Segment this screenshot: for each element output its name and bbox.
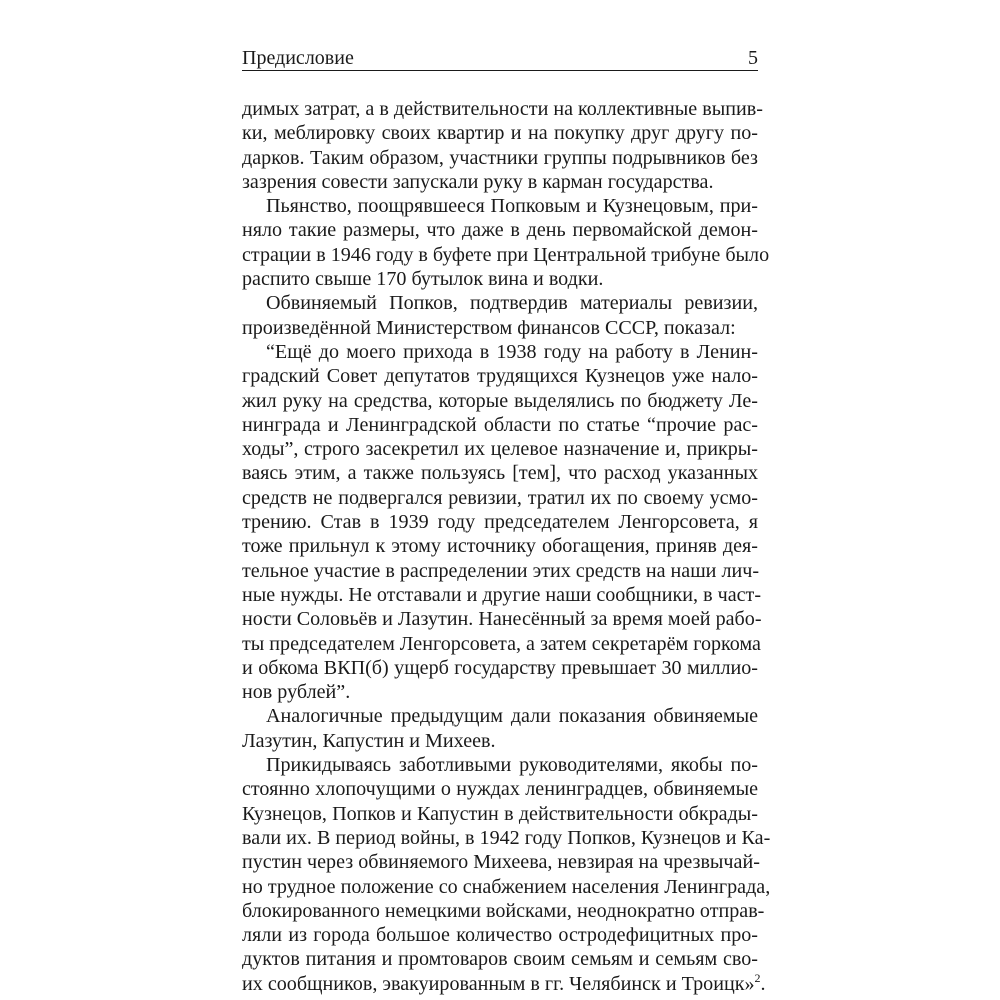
text-line: ности Соловьёв и Лазутин. Нанесённый за время моей рабо- [242, 608, 762, 631]
text-line: блокированного немецкими войсками, неоднократно отправ- [242, 899, 765, 922]
section-title: Предисловие [242, 47, 354, 69]
text-line: распито свыше 170 бутылок вина и водки. [242, 268, 604, 291]
book-page [242, 40, 771, 995]
text-line: дарков. Таким образом, участники группы подрывников без [242, 146, 758, 169]
text-line: пустин через обвиняемого Михеева, невзирая на чрезвычай- [242, 851, 760, 874]
trailing-punctuation: . [760, 972, 766, 995]
text-line: их сообщников, эвакуированным в гг. Челябинск и Троицк»$^2$. [242, 970, 766, 995]
text-line: ходы”, строго засекретил их целевое назначение и, прикры- [242, 438, 758, 461]
text-line: няло такие размеры, что даже в день первомайской демон- [242, 219, 758, 242]
paragraph [242, 704, 758, 753]
text-line: ные нужды. Не отставали и другие наши сообщники, в част- [242, 583, 762, 606]
text-line: нов рублей”. [242, 681, 351, 704]
text-line: димых затрат, а в действительности на коллективные выпив- [242, 98, 763, 120]
text-line: стоянно хлопочущими о нуждах ленинградцев, обвиняемые [242, 778, 758, 801]
text-line: нинграда и Ленинградской области по статье “прочие рас- [242, 413, 758, 436]
text-line: вали их. В период войны, в 1942 году Попков, Кузнецов и Ка- [242, 826, 771, 849]
text-line: тоже прильнул к этому источнику обогащения, приняв дея- [242, 535, 758, 558]
page-number: 5 [748, 47, 758, 69]
text-line: и обкома ВКП(б) ущерб государству превышает 30 миллио- [242, 656, 758, 679]
text-line: жил руку на средства, которые выделялись по бюджету Ле- [242, 389, 758, 412]
text-line: Пьянство, поощрявшееся Попковым и Кузнецовым, при- [266, 195, 758, 218]
text-line: ты председателем Ленгорсовета, а затем секретарём горкома [242, 632, 761, 655]
text-line: “Ещё до моего прихода в 1938 году на работу в Ленин- [266, 340, 758, 363]
header-rule [242, 70, 758, 71]
footnote-reference[interactable]: 2 [754, 970, 761, 985]
text-line: ваясь этим, а также пользуясь [тем], что расход указанных [242, 462, 758, 485]
text-line: градский Совет депутатов трудящихся Кузнецов уже нало- [242, 365, 758, 388]
paragraph [242, 291, 758, 340]
text-line: Аналогичные предыдущим дали показания обвиняемые [266, 705, 758, 728]
text-line: трению. Став в 1939 году председателем Ленгорсовета, я [242, 511, 758, 534]
text-line: Прикидываясь заботливыми руководителями, якобы по- [266, 754, 758, 777]
text-line: зазрения совести запускали руку в карман государства. [242, 170, 714, 193]
paragraph [242, 194, 770, 291]
text-line: Обвиняемый Попков, подтвердив материалы ревизии, [266, 292, 758, 315]
text-line: ки, меблировку своих квартир и на покупку друг другу по- [242, 122, 758, 145]
text-line: ляли из города большое количество остродефицитных про- [242, 924, 758, 947]
text-line: но трудное положение со снабжением населения Ленинграда, [242, 875, 771, 898]
body-text [242, 97, 771, 996]
paragraph [242, 753, 771, 996]
text-line: страции в 1946 году в буфете при Центральной трибуне было [242, 243, 770, 266]
paragraph [242, 340, 762, 704]
paragraph [242, 97, 763, 194]
text-line: тельное участие в распределении этих средств на наши лич- [242, 559, 760, 582]
text-line: Кузнецов, Попков и Капустин в действительности обкрады- [242, 802, 758, 825]
text-line: средств не подвергался ревизии, тратил их по своему усмо- [242, 486, 758, 509]
text-line: Лазутин, Капустин и Михеев. [242, 729, 496, 752]
text-line: дуктов питания и промтоваров своим семьям и семьям сво- [242, 948, 758, 971]
running-head [242, 40, 758, 72]
text-line: произведённой Министерством финансов СССР, показал: [242, 316, 736, 339]
